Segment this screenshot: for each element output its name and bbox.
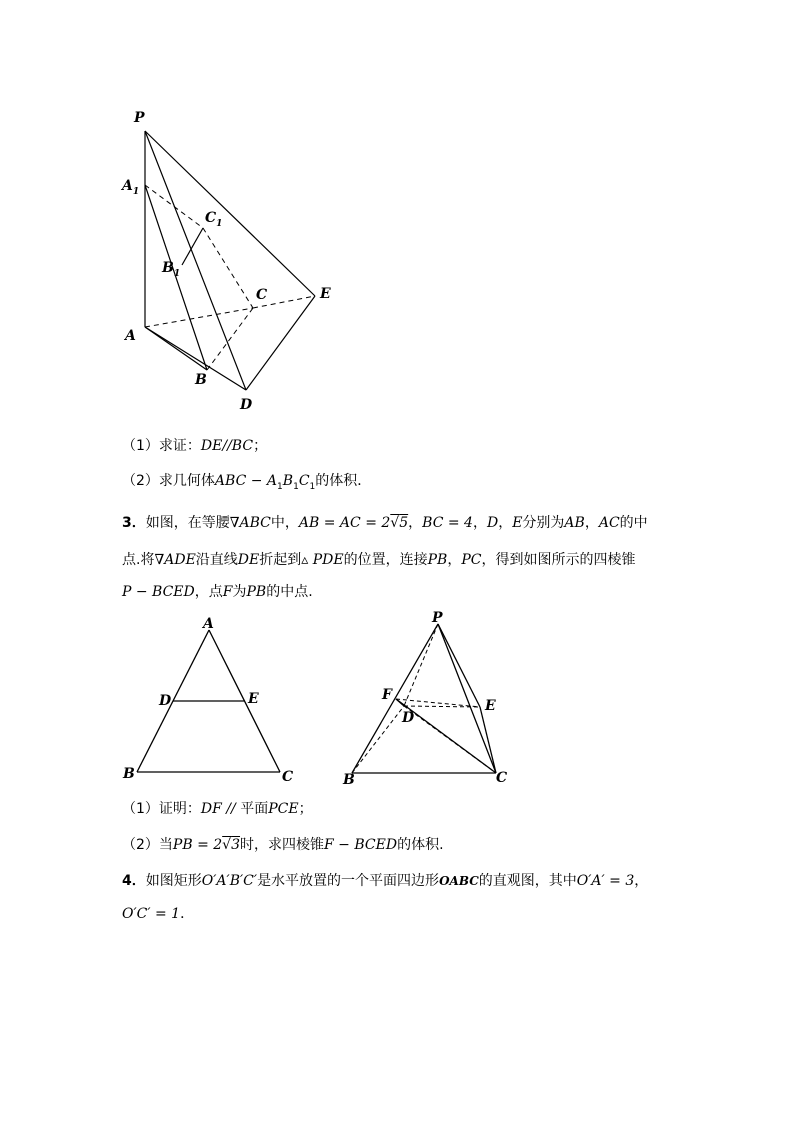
q3-line1: 3．如图，在等腰∇ABC中，AB = AC = 2√5，BC = 4，D，E分别为AB，AC的中 [122, 515, 648, 531]
q3-line2: 点.将∇ADE沿直线DE折起到▵ PDE的位置，连接PB，PC，得到如图所示的四棱锥 [122, 552, 636, 568]
tri-label-D: D [159, 693, 172, 709]
pyramid-figure-2 [335, 608, 520, 793]
q3-line3: P − BCED，点F为PB的中点. [122, 584, 313, 600]
label-B1: B [162, 260, 174, 276]
q2-part2: （2）求几何体ABC − $A_1B_1C_1$的体积． [122, 473, 372, 492]
pyr-label-F: F [382, 687, 392, 703]
label-D: D [240, 397, 253, 413]
pyr-label-P: P [432, 610, 443, 626]
q4-line1: 4．如图矩形O′A′B′C′是水平放置的一个平面四边形OABC的直观图，其中O′A′ = 3， [122, 873, 649, 889]
svg-text:B1: $B_1$ [162, 260, 181, 279]
pyramid-figure-1 [110, 100, 350, 420]
label-C1: C [205, 210, 217, 226]
q3-part2: （2）当PB = 2√3时，求四棱锥F − BCED的体积. [122, 837, 444, 853]
q3-part1: （1）证明：DF // 平面PCE； [122, 801, 313, 817]
label-B: B [195, 372, 207, 388]
q4-line2: O′C′ = 1． [122, 906, 195, 922]
label-A1: A [122, 178, 133, 194]
label-P: P [134, 110, 145, 126]
tri-label-B: B [123, 766, 135, 782]
pyr-label-B: B [343, 772, 355, 788]
triangle-figure [115, 612, 305, 787]
tri-label-E: E [248, 691, 259, 707]
svg-text:A1: $A_1$ [122, 178, 140, 197]
svg-text:C1: $C_1$ [205, 210, 223, 229]
pyr-label-D: D [402, 710, 415, 726]
pyr-label-E: E [485, 698, 496, 714]
label-E: E [320, 286, 331, 302]
q2-part1: （1）求证：DE//BC； [122, 438, 268, 454]
tri-label-A: A [203, 616, 214, 632]
tri-label-C: C [282, 769, 294, 785]
label-C: C [256, 287, 268, 303]
label-A: A [125, 328, 136, 344]
pyr-label-C: C [496, 770, 508, 786]
